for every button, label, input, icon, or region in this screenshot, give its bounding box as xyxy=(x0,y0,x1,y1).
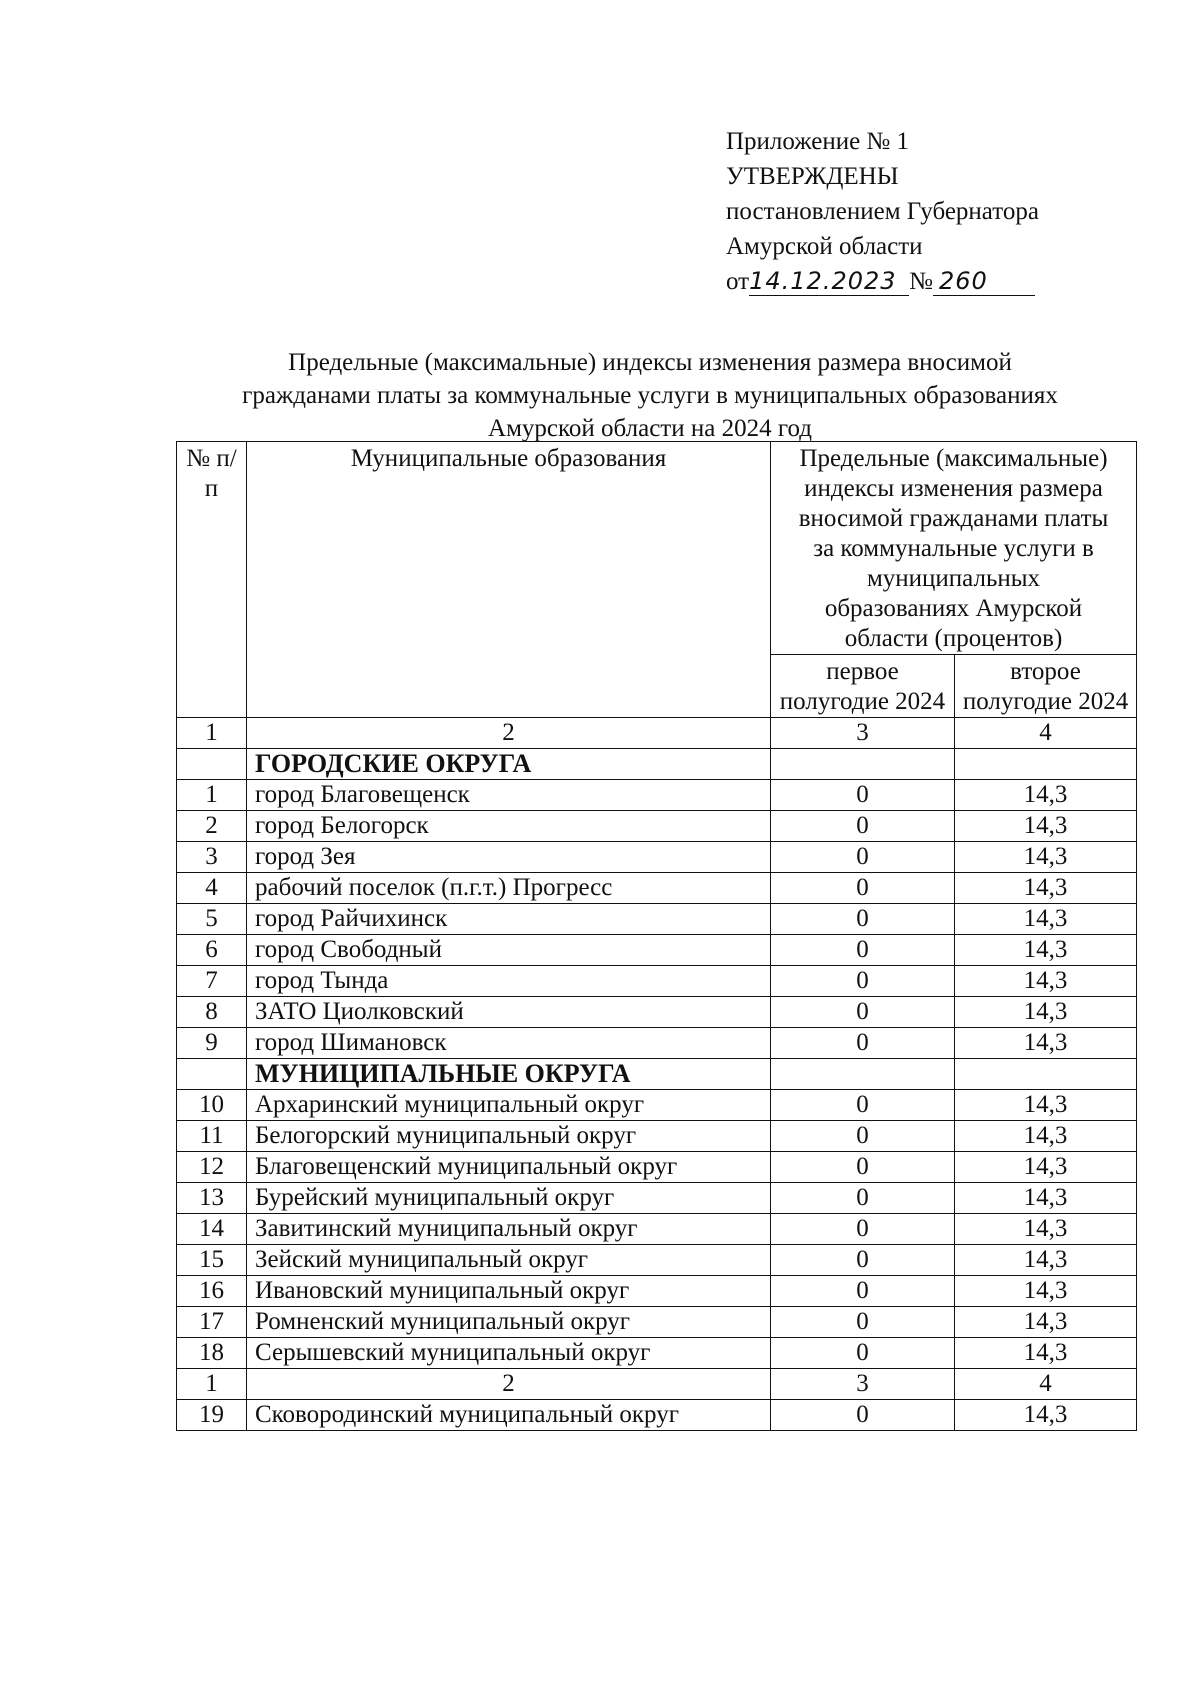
row-number: 1 xyxy=(177,780,247,811)
table-row xyxy=(177,904,1137,935)
table-row xyxy=(177,1152,1137,1183)
table-row xyxy=(177,935,1137,966)
first-half-value: 0 xyxy=(771,1090,955,1121)
row-number: 7 xyxy=(177,966,247,997)
row-number: 16 xyxy=(177,1276,247,1307)
row-number: 2 xyxy=(177,811,247,842)
row-number: 19 xyxy=(177,1400,247,1431)
first-half-value: 0 xyxy=(771,997,955,1028)
second-half-value: 14,3 xyxy=(955,1152,1137,1183)
section-row xyxy=(177,749,1137,780)
decree-label: постановлением Губернатора xyxy=(726,198,1039,225)
row-number: 14 xyxy=(177,1214,247,1245)
row-number: 11 xyxy=(177,1121,247,1152)
table-row xyxy=(177,1245,1137,1276)
municipality-name: Серышевский муниципальный округ xyxy=(247,1338,771,1369)
column-number-cell: 3 xyxy=(771,718,955,749)
table-body xyxy=(177,442,1137,1431)
municipality-name: город Зея xyxy=(247,842,771,873)
municipality-name: Ивановский муниципальный округ xyxy=(247,1276,771,1307)
header-index-group: Предельные (максимальные) индексы изменения размера вносимой гражданами платы за коммунальные услуги в муниципальных образованиях Амурской области (процентов) xyxy=(771,442,1137,655)
first-half-value: 0 xyxy=(771,935,955,966)
second-half-value: 14,3 xyxy=(955,1121,1137,1152)
column-number-cell: 4 xyxy=(955,1369,1137,1400)
header-municipality: Муниципальные образования xyxy=(247,442,771,718)
section-empty-cell xyxy=(955,749,1137,780)
municipality-name: город Шимановск xyxy=(247,1028,771,1059)
municipality-name: Завитинский муниципальный округ xyxy=(247,1214,771,1245)
municipality-name: Зейский муниципальный округ xyxy=(247,1245,771,1276)
second-half-value: 14,3 xyxy=(955,873,1137,904)
column-number-cell: 4 xyxy=(955,718,1137,749)
column-number-cell: 1 xyxy=(177,1369,247,1400)
column-number-cell: 2 xyxy=(247,718,771,749)
first-half-value: 0 xyxy=(771,1338,955,1369)
second-half-value: 14,3 xyxy=(955,1183,1137,1214)
section-row xyxy=(177,1059,1137,1090)
first-half-value: 0 xyxy=(771,1152,955,1183)
municipality-name: Архаринский муниципальный округ xyxy=(247,1090,771,1121)
second-half-value: 14,3 xyxy=(955,904,1137,935)
first-half-value: 0 xyxy=(771,1276,955,1307)
section-num-cell xyxy=(177,749,247,780)
section-empty-cell xyxy=(771,1059,955,1090)
second-half-value: 14,3 xyxy=(955,842,1137,873)
first-half-value: 0 xyxy=(771,1028,955,1059)
date-prefix: от xyxy=(726,268,750,295)
date-number-line xyxy=(726,264,1039,299)
first-half-value: 0 xyxy=(771,811,955,842)
number-prefix: № xyxy=(909,268,933,295)
table-row xyxy=(177,1121,1137,1152)
row-number: 17 xyxy=(177,1307,247,1338)
row-number: 4 xyxy=(177,873,247,904)
first-half-value: 0 xyxy=(771,780,955,811)
municipality-name: Ромненский муниципальный округ xyxy=(247,1307,771,1338)
title-line-3: Амурской области на 2024 год xyxy=(488,415,812,442)
first-half-value: 0 xyxy=(771,1214,955,1245)
first-half-value: 0 xyxy=(771,904,955,935)
table-row xyxy=(177,1307,1137,1338)
municipality-name: Благовещенский муниципальный округ xyxy=(247,1152,771,1183)
table-row xyxy=(177,1028,1137,1059)
municipality-name: город Белогорск xyxy=(247,811,771,842)
table-row xyxy=(177,1276,1137,1307)
row-number: 5 xyxy=(177,904,247,935)
index-table xyxy=(176,441,1137,1431)
first-half-value: 0 xyxy=(771,1400,955,1431)
table-row xyxy=(177,780,1137,811)
column-numbers-row xyxy=(177,718,1137,749)
second-half-value: 14,3 xyxy=(955,1028,1137,1059)
first-half-value: 0 xyxy=(771,1121,955,1152)
second-half-value: 14,3 xyxy=(955,1276,1137,1307)
second-half-value: 14,3 xyxy=(955,935,1137,966)
handwritten-number: 260 xyxy=(933,267,1035,296)
municipality-name: Сковородинский муниципальный округ xyxy=(247,1400,771,1431)
row-number: 18 xyxy=(177,1338,247,1369)
section-num-cell xyxy=(177,1059,247,1090)
row-number: 3 xyxy=(177,842,247,873)
row-number: 10 xyxy=(177,1090,247,1121)
table-row xyxy=(177,873,1137,904)
approved-label: УТВЕРЖДЕНЫ xyxy=(726,163,899,190)
approval-block xyxy=(726,124,1039,299)
municipality-name: город Благовещенск xyxy=(247,780,771,811)
table-row xyxy=(177,966,1137,997)
row-number: 6 xyxy=(177,935,247,966)
table-row xyxy=(177,1338,1137,1369)
row-number: 12 xyxy=(177,1152,247,1183)
section-title: ГОРОДСКИЕ ОКРУГА xyxy=(247,749,771,780)
column-number-cell: 2 xyxy=(247,1369,771,1400)
handwritten-date: 14.12.2023 xyxy=(749,267,909,296)
municipality-name: Бурейский муниципальный округ xyxy=(247,1183,771,1214)
first-half-value: 0 xyxy=(771,1183,955,1214)
column-numbers-row xyxy=(177,1369,1137,1400)
table-row xyxy=(177,811,1137,842)
header-num: № п/п xyxy=(177,442,247,718)
second-half-value: 14,3 xyxy=(955,1214,1137,1245)
municipality-name: город Райчихинск xyxy=(247,904,771,935)
document-title xyxy=(150,346,1150,445)
second-half-value: 14,3 xyxy=(955,811,1137,842)
header-first-half: первое полугодие 2024 xyxy=(771,655,955,718)
row-number: 13 xyxy=(177,1183,247,1214)
municipality-name: Белогорский муниципальный округ xyxy=(247,1121,771,1152)
second-half-value: 14,3 xyxy=(955,966,1137,997)
section-empty-cell xyxy=(955,1059,1137,1090)
first-half-value: 0 xyxy=(771,873,955,904)
second-half-value: 14,3 xyxy=(955,1307,1137,1338)
appendix-label: Приложение № 1 xyxy=(726,128,910,155)
municipality-name: рабочий поселок (п.г.т.) Прогресс xyxy=(247,873,771,904)
second-half-value: 14,3 xyxy=(955,1090,1137,1121)
title-line-2: гражданами платы за коммунальные услуги в муниципальных образованиях xyxy=(242,382,1058,409)
row-number: 9 xyxy=(177,1028,247,1059)
first-half-value: 0 xyxy=(771,966,955,997)
table-row xyxy=(177,1214,1137,1245)
table-row xyxy=(177,1400,1137,1431)
second-half-value: 14,3 xyxy=(955,1400,1137,1431)
section-empty-cell xyxy=(771,749,955,780)
first-half-value: 0 xyxy=(771,1307,955,1338)
second-half-value: 14,3 xyxy=(955,1338,1137,1369)
table-row xyxy=(177,1183,1137,1214)
column-number-cell: 3 xyxy=(771,1369,955,1400)
table-row xyxy=(177,1090,1137,1121)
header-second-half: второе полугодие 2024 xyxy=(955,655,1137,718)
section-title: МУНИЦИПАЛЬНЫЕ ОКРУГА xyxy=(247,1059,771,1090)
row-number: 15 xyxy=(177,1245,247,1276)
municipality-name: город Тында xyxy=(247,966,771,997)
municipality-name: ЗАТО Циолковский xyxy=(247,997,771,1028)
table-row xyxy=(177,842,1137,873)
municipality-name: город Свободный xyxy=(247,935,771,966)
table-row xyxy=(177,997,1137,1028)
region-label: Амурской области xyxy=(726,233,923,260)
header-row-1 xyxy=(177,442,1137,655)
first-half-value: 0 xyxy=(771,842,955,873)
second-half-value: 14,3 xyxy=(955,780,1137,811)
second-half-value: 14,3 xyxy=(955,997,1137,1028)
title-line-1: Предельные (максимальные) индексы изменения размера вносимой xyxy=(288,349,1012,376)
row-number: 8 xyxy=(177,997,247,1028)
second-half-value: 14,3 xyxy=(955,1245,1137,1276)
first-half-value: 0 xyxy=(771,1245,955,1276)
column-number-cell: 1 xyxy=(177,718,247,749)
